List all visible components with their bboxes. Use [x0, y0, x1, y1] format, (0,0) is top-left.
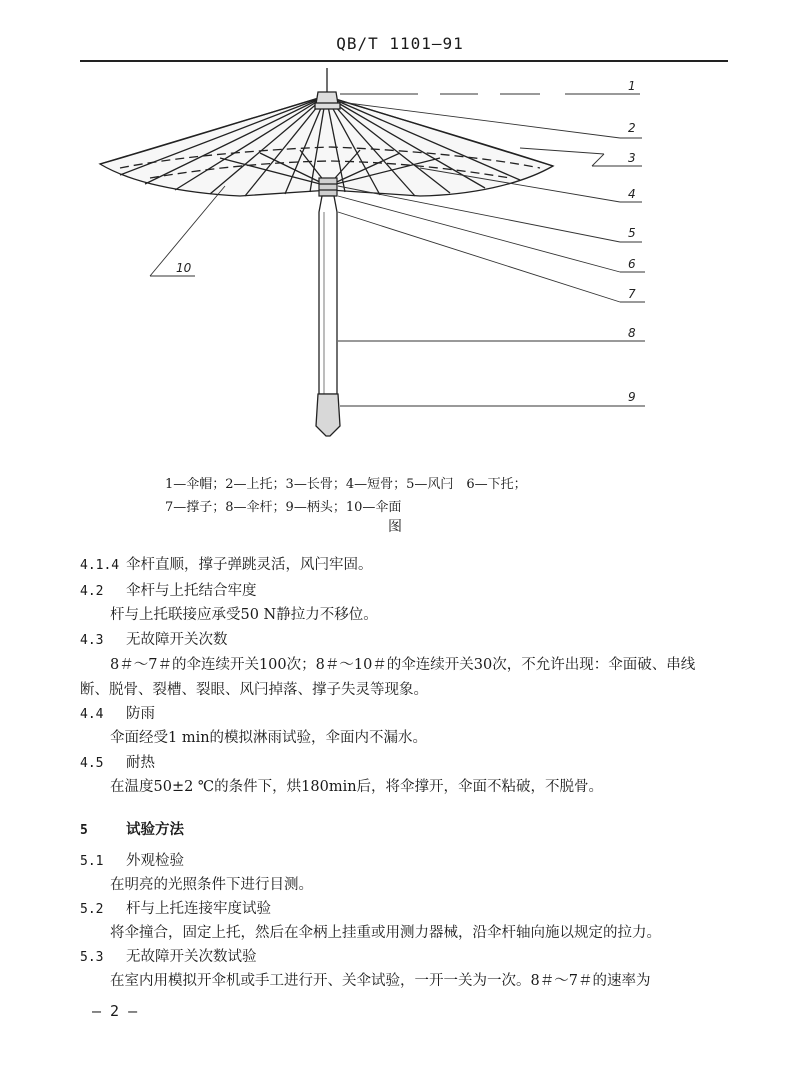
clause-4-2-text: 杆与上托联接应承受50 N静拉力不移位。	[110, 607, 378, 623]
figure-legend-line-2: 7—撑子；8—伞杆；9—柄头；10—伞面	[165, 500, 402, 515]
clause-number: 5.3	[80, 950, 104, 965]
clause-5-3-heading	[80, 945, 257, 966]
figure-legend-line-1: 1—伞帽；2—上托；3—长骨；4—短骨；5—风闩 6—下托；	[165, 477, 527, 492]
clause-5-2-text: 将伞撞合，固定上托，然后在伞柄上挂重或用测力器械，沿伞杆轴向施以规定的拉力。	[110, 925, 661, 941]
clause-text: 杆与上托连接牢度试验	[126, 901, 271, 917]
clause-4-3-text-2: 断、脱骨、裂槽、裂眼、风闩掉落、撑子失灵等现象。	[80, 682, 428, 698]
clause-4-1-4	[80, 553, 373, 574]
clause-number: 4.3	[80, 633, 104, 648]
clause-5-1-text: 在明亮的光照条件下进行目测。	[110, 877, 313, 893]
callout-3: 3	[628, 151, 636, 165]
clause-number: 4.4	[80, 707, 104, 722]
clause-4-5-heading	[80, 751, 155, 772]
umbrella-cap	[315, 68, 340, 109]
clause-5-3-text: 在室内用模拟开伞机或手工进行开、关伞试验，一开一关为一次。8＃～7＃的速率为	[110, 973, 651, 989]
clause-number: 5.2	[80, 902, 104, 917]
clause-5-1-heading	[80, 849, 184, 870]
callout-2: 2	[628, 121, 636, 135]
clause-4-5-text: 在温度50±2 ℃的条件下，烘180min后，将伞撑开，伞面不粘破，不脱骨。	[110, 779, 604, 795]
clause-number: 4.5	[80, 756, 104, 771]
clause-text: 无故障开关次数试验	[126, 949, 257, 965]
figure-title: 图	[388, 519, 402, 535]
callout-6: 6	[628, 257, 636, 271]
clause-4-4-text: 伞面经受1 min的模拟淋雨试验，伞面内不漏水。	[110, 730, 428, 746]
clause-text: 耐热	[126, 755, 155, 771]
umbrella-diagram	[0, 60, 800, 460]
clause-number: 5	[80, 823, 88, 838]
clause-text: 试验方法	[126, 821, 184, 838]
callout-5: 5	[628, 226, 636, 240]
shaft	[319, 196, 337, 394]
clause-4-2-heading	[80, 579, 257, 600]
standard-code: QB/T 1101—91	[336, 34, 464, 53]
clause-text: 伞杆直顺，撑子弹跳灵活，风闩牢固。	[126, 557, 373, 573]
runner	[319, 178, 337, 196]
clause-5-2-heading	[80, 897, 271, 918]
clause-text: 防雨	[126, 706, 155, 722]
handle	[316, 394, 340, 436]
clause-text: 伞杆与上托结合牢度	[126, 583, 257, 599]
callout-1: 1	[628, 79, 636, 93]
clause-4-3-heading	[80, 628, 228, 649]
clause-text: 无故障开关次数	[126, 632, 228, 648]
callout-10: 10	[176, 261, 192, 275]
clause-text: 外观检验	[126, 853, 184, 869]
callout-4: 4	[628, 187, 636, 201]
page-number: — 2 —	[92, 1002, 138, 1020]
clause-4-4-heading	[80, 702, 155, 723]
callout-9: 9	[628, 390, 636, 404]
callout-7: 7	[628, 287, 636, 301]
clause-4-3-text-1: 8＃～7＃的伞连续开关100次；8＃～10＃的伞连续开关30次，不允许出现：伞面破、串线	[110, 657, 696, 673]
callout-8: 8	[628, 326, 636, 340]
section-5-heading	[80, 818, 184, 839]
clause-number: 4.1.4	[80, 558, 120, 573]
clause-number: 5.1	[80, 854, 104, 869]
clause-number: 4.2	[80, 584, 104, 599]
